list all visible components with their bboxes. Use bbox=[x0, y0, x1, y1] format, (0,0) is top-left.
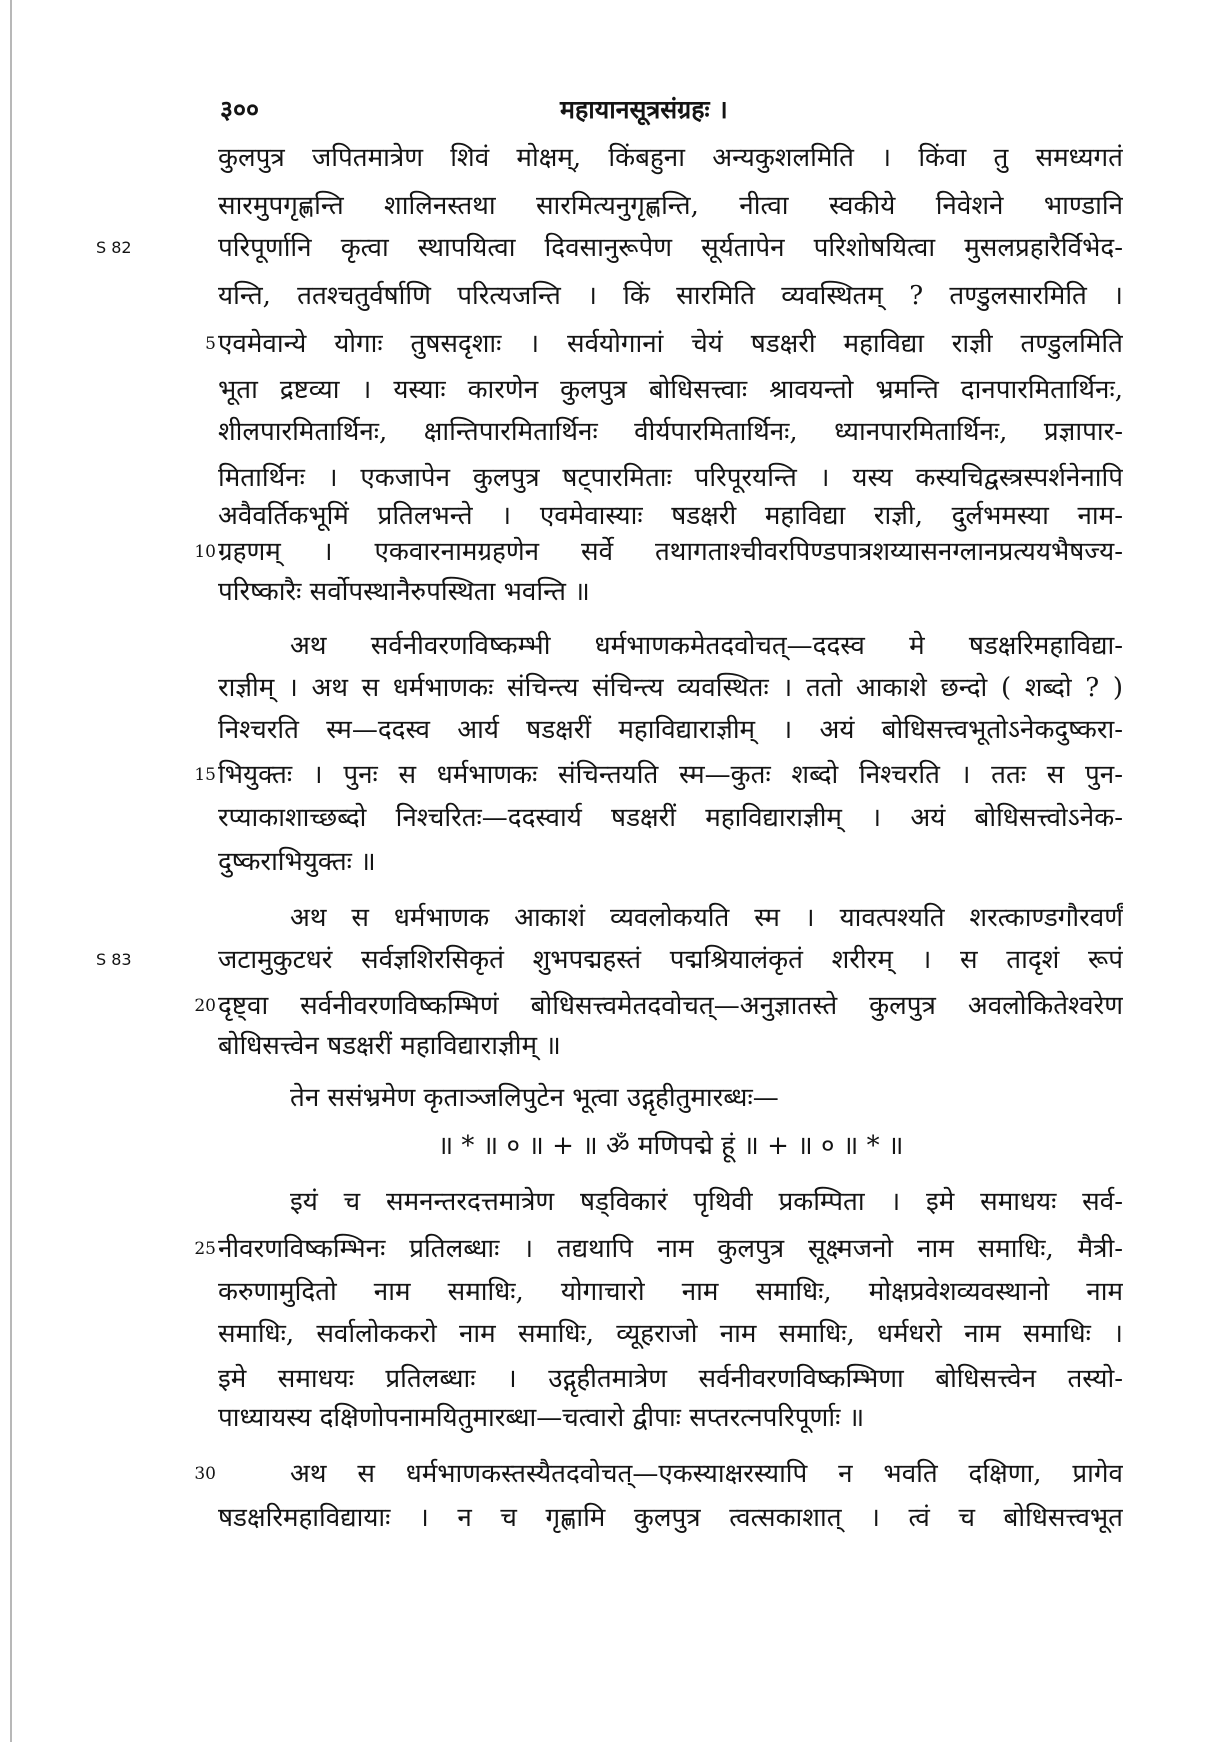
line-number-15: 15 bbox=[194, 765, 216, 785]
text-line: निश्चरति स्म—ददस्व आर्य षडक्षरीं महाविद्याराज्ञीम् । अयं बोधिसत्त्वभूतोऽनेकदुष्करा- bbox=[218, 715, 1123, 745]
text-line: ग्रहणम् । एकवारनामग्रहणेन सर्वे तथागताश्चीवरपिण्डपात्रशय्यासनग्लानप्रत्ययभैषज्य- bbox=[218, 537, 1123, 567]
text-line: यन्ति, ततश्चतुर्वर्षाणि परित्यजन्ति । किं सारमिति व्यवस्थितम् ? तण्डुलसारमिति । bbox=[218, 281, 1123, 311]
text-line: पाध्यायस्य दक्षिणोपनामयितुमारब्धा—चत्वारो द्वीपाः सप्तरत्नपरिपूर्णाः ॥ bbox=[218, 1403, 865, 1433]
line-number-20: 20 bbox=[194, 996, 216, 1016]
text-line: समाधिः, सर्वालोककरो नाम समाधिः, व्यूहराजो नाम समाधिः, धर्मधरो नाम समाधिः । bbox=[218, 1319, 1123, 1349]
line-number-25: 25 bbox=[194, 1239, 216, 1259]
text-line: नीवरणविष्कम्भिनः प्रतिलब्धाः । तद्यथापि नाम कुलपुत्र सूक्ष्मजनो नाम समाधिः, मैत्री- bbox=[218, 1234, 1123, 1264]
text-line: रप्याकाशाच्छब्दो निश्चरितः—ददस्वार्य षडक्षरीं महाविद्याराज्ञीम् । अयं बोधिसत्त्वोऽनेक- bbox=[218, 803, 1123, 833]
text-line: बोधिसत्त्वेन षडक्षरीं महाविद्याराज्ञीम् ॥ bbox=[218, 1031, 561, 1061]
text-line: इयं च समनन्तरदत्तमात्रेण षड्विकारं पृथिवी प्रकम्पिता । इमे समाधयः सर्व- bbox=[290, 1187, 1123, 1217]
text-line: दुष्कराभियुक्तः ॥ bbox=[218, 847, 376, 877]
text-line: अवैवर्तिकभूमिं प्रतिलभन्ते । एवमेवास्याः षडक्षरी महाविद्या राज्ञी, दुर्लभमस्या नाम- bbox=[218, 501, 1123, 531]
text-line: करुणामुदितो नाम समाधिः, योगाचारो नाम समाधिः, मोक्षप्रवेशव्यवस्थानो नाम bbox=[218, 1277, 1123, 1307]
text-line: अथ स धर्मभाणक आकाशं व्यवलोकयति स्म । यावत्पश्यति शरत्काण्डगौरवर्णं bbox=[290, 903, 1123, 933]
text-line: इमे समाधयः प्रतिलब्धाः । उद्गृहीतमात्रेण सर्वनीवरणविष्कम्भिणा बोधिसत्त्वेन तस्यो- bbox=[218, 1364, 1123, 1394]
text-line: परिपूर्णानि कृत्वा स्थापयित्वा दिवसानुरूपेण सूर्यतापेन परिशोषयित्वा मुसलप्रहारैर्विभेद- bbox=[218, 233, 1123, 263]
text-line: भूता द्रष्टव्या । यस्याः कारणेन कुलपुत्र बोधिसत्त्वाः श्रावयन्तो भ्रमन्ति दानपारमितार्थिनः, bbox=[218, 375, 1123, 405]
page-left-edge bbox=[10, 0, 12, 1742]
line-number-10: 10 bbox=[194, 542, 216, 562]
text-line: एवमेवान्ये योगाः तुषसदृशाः । सर्वयोगानां चेयं षडक्षरी महाविद्या राज्ञी तण्डुलमिति bbox=[218, 329, 1123, 359]
text-line: जटामुकुटधरं सर्वज्ञशिरसिकृतं शुभपद्महस्तं पद्मश्रियालंकृतं शरीरम् । स तादृशं रूपं bbox=[218, 945, 1123, 975]
text-line: कुलपुत्र जपितमात्रेण शिवं मोक्षम्, किंबहुना अन्यकुशलमिति । किंवा तु समध्यगतं bbox=[218, 143, 1123, 173]
text-line: परिष्कारैः सर्वोपस्थानैरुपस्थिता भवन्ति ॥ bbox=[218, 577, 590, 607]
text-line: तेन ससंभ्रमेण कृताञ्जलिपुटेन भूत्वा उद्गृहीतुमारब्धः— bbox=[290, 1083, 779, 1113]
text-line: मितार्थिनः । एकजापेन कुलपुत्र षट्पारमिताः परिपूरयन्ति । यस्य कस्यचिद्वस्त्रस्पर्शनेनापि bbox=[218, 463, 1123, 493]
line-number-5: 5 bbox=[205, 334, 216, 354]
text-line: अथ स धर्मभाणकस्तस्यैतदवोचत्—एकस्याक्षरस्यापि न भवति दक्षिणा, प्रागेव bbox=[290, 1459, 1123, 1489]
mantra-line: ॥ * ॥ ० ॥ + ॥ ॐ मणिपद्मे हूं ॥ + ॥ ० ॥ * ॥ bbox=[437, 1131, 904, 1161]
text-line: शीलपारमितार्थिनः, क्षान्तिपारमितार्थिनः वीर्यपारमितार्थिनः, ध्यानपारमितार्थिनः, प्रज्ञापार- bbox=[218, 417, 1123, 447]
page-number: ३०० bbox=[220, 95, 260, 124]
text-line: भियुक्तः । पुनः स धर्मभाणकः संचिन्तयति स्म—कुतः शब्दो निश्चरति । ततः स पुन- bbox=[218, 760, 1123, 790]
text-line: षडक्षरिमहाविद्यायाः । न च गृह्णामि कुलपुत्र त्वत्सकाशात् । त्वं च बोधिसत्त्वभूत bbox=[218, 1503, 1123, 1533]
margin-ref-s83: S 83 bbox=[96, 950, 132, 969]
text-line: सारमुपगृह्णन्ति शालिनस्तथा सारमित्यनुगृह्णन्ति, नीत्वा स्वकीये निवेशने भाण्डानि bbox=[218, 191, 1123, 221]
text-line: दृष्ट्वा सर्वनीवरणविष्कम्भिणं बोधिसत्त्वमेतदवोचत्—अनुज्ञातस्ते कुलपुत्र अवलोकितेश्वरेण bbox=[218, 991, 1123, 1021]
text-line: अथ सर्वनीवरणविष्कम्भी धर्मभाणकमेतदवोचत्—ददस्व मे षडक्षरिमहाविद्या- bbox=[290, 631, 1123, 661]
margin-ref-s82: S 82 bbox=[96, 238, 132, 257]
running-title: महायानसूत्रसंग्रहः । bbox=[560, 95, 728, 124]
text-line: राज्ञीम् । अथ स धर्मभाणकः संचिन्त्य संचिन्त्य व्यवस्थितः । ततो आकाशे छन्दो ( शब्दो ? ) bbox=[218, 673, 1123, 703]
line-number-30: 30 bbox=[194, 1464, 216, 1484]
